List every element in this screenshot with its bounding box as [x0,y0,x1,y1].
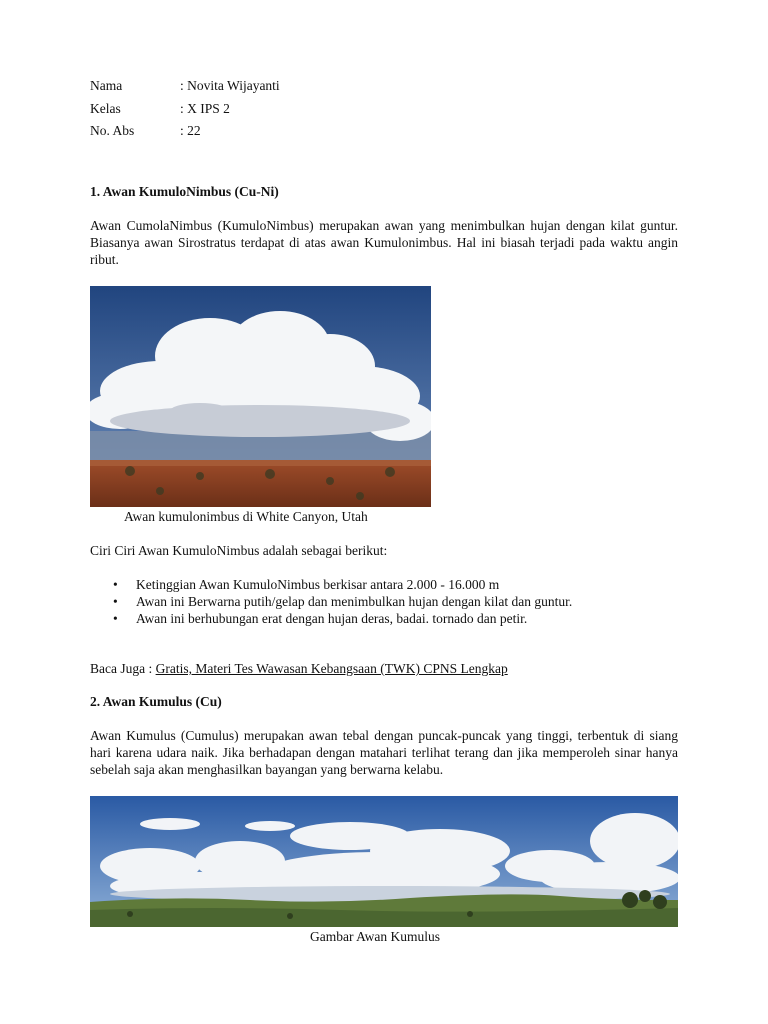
class-value: : X IPS 2 [180,101,230,116]
abs-value: : 22 [180,123,201,138]
cumulus-caption: Gambar Awan Kumulus [310,929,440,944]
baca-juga [90,661,508,677]
cumulonimbus-photo [90,286,431,507]
baca-juga-link[interactable]: Gratis, Materi Tes Wawasan Kebangsaan (TWK) CPNS Lengkap [155,661,508,676]
section1-heading: 1. Awan KumuloNimbus (Cu-Ni) [90,184,279,199]
features-list [90,576,572,627]
cumulonimbus-caption: Awan kumulonimbus di White Canyon, Utah [124,509,368,524]
cumulus-photo [90,796,678,927]
list-item: • Awan ini berhubungan erat dengan hujan deras, badai. tornado dan petir. [113,611,528,626]
section2-heading: 2. Awan Kumulus (Cu) [90,694,222,709]
abs-label: No. Abs [90,123,135,138]
bullet-icon: • [113,611,118,626]
name-value: : Novita Wijayanti [180,78,280,93]
bullet-icon: • [113,594,118,609]
class-label: Kelas [90,101,121,116]
section2-paragraph: Awan Kumulus (Cumulus) merupakan awan tebal dengan puncak-puncak yang tinggi, terbentuk di siang hari karena udara naik. Jika berhadapan dengan matahari terlihat terang dan jika memperoleh sinar hanya sebelah saja akan menghasilkan bayangan yang berwarna kelabu. [90,728,678,777]
section1-paragraph: Awan CumolaNimbus (KumuloNimbus) merupakan awan yang menimbulkan hujan dengan kilat guntur. Biasanya awan Sirostratus terdapat di atas awan Kumulonimbus. Hal ini biasah terjadi pada waktu angin ribut. [90,218,678,267]
name-label: Nama [90,78,123,93]
list-item: • Awan ini Berwarna putih/gelap dan menimbulkan hujan dengan kilat dan guntur. [113,594,573,609]
bullet-icon: • [113,577,118,592]
list-item: • Ketinggian Awan KumuloNimbus berkisar antara 2.000 - 16.000 m [113,577,500,592]
features-intro: Ciri Ciri Awan KumuloNimbus adalah sebagai berikut: [90,543,388,558]
baca-juga-label: Baca Juga : [90,661,156,676]
